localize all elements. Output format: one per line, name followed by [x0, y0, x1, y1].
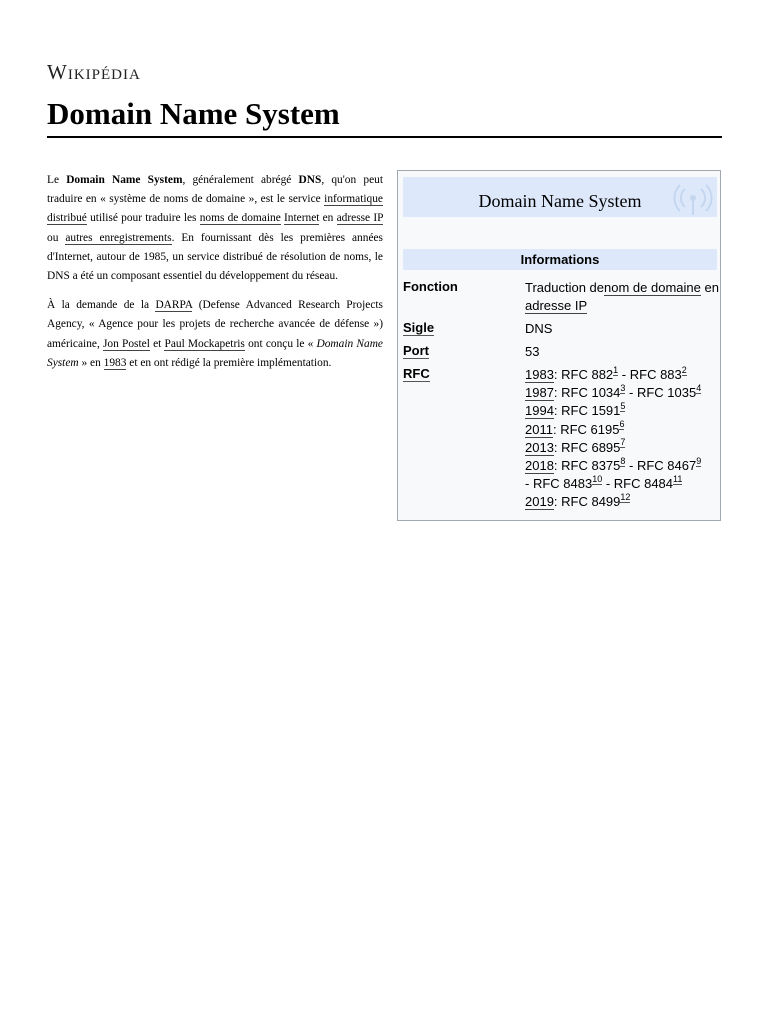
infobox-row-fonction	[403, 279, 717, 317]
wikipedia-logo[interactable]: Wikipédia	[47, 60, 141, 84]
fonction-value	[525, 279, 720, 315]
text-run: ou	[47, 231, 66, 244]
bold-term: Domain Name System	[66, 174, 183, 186]
infobox-title: Domain Name System	[478, 191, 642, 211]
wiki-link[interactable]: adresse IP	[525, 298, 588, 313]
text-run: utilisé pour traduire les	[86, 212, 200, 225]
wiki-link[interactable]: 1994	[525, 403, 554, 419]
wiki-link[interactable]: Paul Mockapetris	[164, 337, 245, 350]
text-run: : RFC 1034	[553, 385, 621, 401]
reference-link[interactable]: 12	[620, 491, 631, 502]
reference-link[interactable]: 8	[620, 455, 626, 466]
text-run: : RFC 6195	[552, 421, 620, 437]
wiki-link[interactable]: autres enregistrements	[65, 231, 172, 244]
wiki-link[interactable]: Jon Postel	[103, 337, 150, 350]
wiki-link[interactable]: informatique distribué	[47, 193, 383, 225]
reference-link[interactable]: 4	[696, 382, 702, 393]
wiki-link[interactable]: nom de domaine	[604, 280, 701, 295]
sigle-label[interactable]: Sigle	[403, 320, 435, 335]
text-run: - RFC 883	[618, 367, 682, 382]
history-paragraph	[47, 296, 383, 373]
wiki-link[interactable]: 1983	[525, 367, 554, 382]
rfc-entry	[525, 475, 720, 493]
title-divider	[47, 136, 722, 138]
rfc-entry	[525, 457, 720, 475]
text-run: - RFC 8484	[602, 476, 674, 492]
text-run: et en ont rédigé la première implémentation.	[126, 356, 332, 369]
sigle-value: DNS	[525, 321, 553, 336]
rfc-entry	[525, 366, 720, 384]
wiki-link[interactable]: adresse IP	[336, 212, 384, 225]
text-run: . En fournissant dès les premières années d'Internet, autour de 1985, un service distribué de résolution de noms, le DNS a été un composant essentiel du développement du réseau.	[47, 231, 383, 283]
text-run: : RFC 8499	[553, 494, 621, 510]
reference-link[interactable]: 2	[681, 364, 687, 375]
article-body	[47, 171, 383, 383]
infobox-row-rfc	[403, 366, 717, 516]
port-label[interactable]: Port	[403, 343, 429, 358]
wiki-link[interactable]: 1983	[103, 356, 127, 369]
text-run: en	[319, 212, 337, 225]
fonction-label: Fonction	[403, 279, 458, 294]
text-run: et	[149, 337, 165, 350]
rfc-entry	[525, 493, 720, 511]
text-run: , généralement abrégé	[182, 174, 299, 186]
wiki-link[interactable]: 2011	[525, 421, 553, 437]
text-run: À la demande de la	[47, 299, 156, 312]
text-run: (Defense Advanced Research Projects Agency, « Agence pour les projets de recherche avancée de défense ») américaine,	[47, 299, 383, 350]
wiki-link[interactable]: 1987	[525, 385, 554, 401]
text-run: : RFC 8375	[553, 457, 621, 473]
wiki-link[interactable]: 2013	[525, 439, 554, 455]
reference-link[interactable]: 11	[673, 473, 683, 484]
infobox-row-sigle	[403, 320, 717, 340]
text-run: - RFC 1035	[625, 385, 697, 401]
italic-term: Domain Name System	[47, 337, 383, 369]
bold-term: DNS	[298, 174, 322, 186]
text-run: : RFC 882	[553, 367, 614, 382]
reference-link[interactable]: 6	[619, 419, 625, 430]
reference-link[interactable]: 5	[620, 401, 626, 412]
text-run: » en	[78, 356, 104, 369]
intro-paragraph	[47, 171, 383, 286]
wiki-link[interactable]: Internet	[284, 212, 320, 225]
wiki-link[interactable]: 2019	[525, 494, 554, 510]
rfc-entry	[525, 439, 720, 457]
reference-link[interactable]: 3	[620, 382, 626, 393]
reference-link[interactable]: 9	[696, 455, 702, 466]
rfc-label[interactable]: RFC	[403, 366, 430, 381]
infobox-header	[403, 177, 717, 217]
infobox-row-port	[403, 343, 717, 363]
wiki-link[interactable]: noms de domaine	[199, 212, 281, 225]
rfc-entry	[525, 402, 720, 420]
page-title: Domain Name System	[47, 96, 340, 131]
wiki-link[interactable]: 2018	[525, 457, 554, 473]
wiki-link[interactable]: DARPA	[155, 299, 193, 312]
text-run: , qu'on peut traduire en « système de noms de domaine », est le service	[47, 174, 383, 206]
text-run: : RFC 6895	[553, 439, 621, 455]
text-run: en	[700, 280, 719, 295]
text-run: Traduction de	[525, 280, 605, 295]
text-run: : RFC 1591	[553, 403, 621, 419]
reference-link[interactable]: 7	[620, 437, 626, 448]
text-run: - RFC 8483	[525, 476, 593, 492]
reference-link[interactable]: 1	[613, 364, 619, 375]
reference-link[interactable]: 10	[592, 473, 603, 484]
rfc-entry	[525, 384, 720, 402]
text-run: ont conçu le «	[244, 337, 317, 350]
infobox	[397, 170, 721, 521]
text-run: Le	[47, 174, 67, 186]
port-value: 53	[525, 344, 540, 359]
infobox-section-informations: Informations	[403, 249, 717, 270]
text-run: - RFC 8467	[625, 457, 697, 473]
rfc-list	[525, 366, 720, 512]
